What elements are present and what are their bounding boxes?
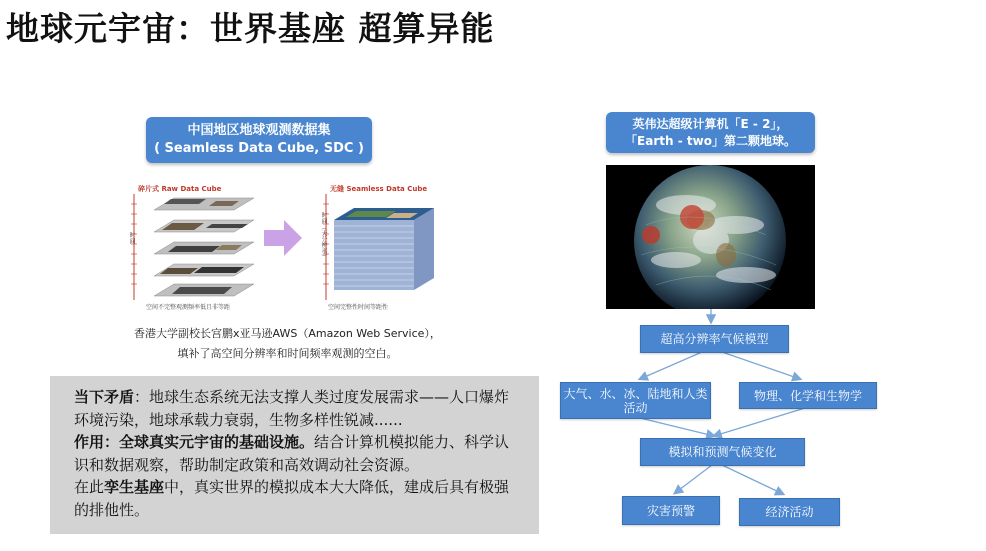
seamless-cube-title: 无缝 Seamless Data Cube — [330, 185, 428, 193]
earth-globe-icon — [606, 165, 815, 309]
supercomputer-title-line2: 「Earth - two」第二颗地球。 — [625, 133, 796, 148]
twin-base-prefix: 在此 — [74, 478, 105, 496]
data-cube-graphic — [124, 180, 442, 313]
role-label: 作用：全球真实元宇宙的基础设施。 — [74, 433, 315, 451]
explanation-box — [50, 376, 539, 534]
flow-physics: 物理、化学和生物学 — [739, 382, 877, 409]
supercomputer-title-pill — [606, 112, 815, 153]
seamless-cube-stack — [334, 208, 434, 290]
raw-cube-title: 碎片式 Raw Data Cube — [138, 185, 222, 193]
flow-climate-model: 超高分辨率气候模型 — [640, 325, 789, 353]
dataset-title-pill — [146, 117, 372, 163]
transform-arrow-icon — [264, 220, 302, 256]
supercomputer-title-line1: 英伟达超级计算机「E - 2」， — [632, 116, 789, 131]
source-caption — [120, 324, 455, 364]
seamless-cube-axis-label: 时间（天分辨率） — [320, 212, 327, 260]
flow-simulate: 模拟和预测气候变化 — [640, 438, 805, 466]
raw-cube-axis-label: 时间 — [128, 232, 135, 244]
source-caption-line1: 香港大学副校长宫鹏x亚马逊AWS（Amazon Web Service）， — [134, 327, 441, 340]
contradiction-text: ：地球生态系统无法支撑人类过度发展需求——人口爆炸环境污染，地球承载力衰弱，生物多样性锐减...... — [74, 388, 510, 429]
twin-base-label: 孪生基座 — [104, 478, 165, 496]
flow-atmosphere: 大气、水、冰、陆地和人类活动 — [560, 382, 711, 419]
seamless-cube-caption: 空间完整性时间等距性 — [328, 304, 389, 311]
raw-cube-layers — [154, 198, 254, 296]
flow-economy: 经济活动 — [739, 498, 840, 526]
contradiction-label: 当下矛盾 — [74, 388, 135, 406]
raw-cube-caption: 空间不完整观测频率低且非等距 — [146, 304, 231, 311]
page-title: 地球元宇宙：世界基座 超算异能 — [6, 9, 495, 48]
source-caption-line2: 填补了高空间分辨率和时间频率观测的空白。 — [177, 347, 398, 360]
dataset-title-line2: ( Seamless Data Cube, SDC ) — [154, 141, 364, 156]
flow-disaster: 灾害预警 — [622, 496, 720, 525]
role-text: 结合计算机模拟能力、科学认识和数据观察，帮助制定政策和高效调动社会资源。 — [74, 433, 510, 474]
twin-base-text: 中，真实世界的模拟成本大大降低，建成后具有极强的排他性。 — [74, 478, 510, 519]
dataset-title-line1: 中国地区地球观测数据集 — [187, 123, 331, 138]
earth-globe-image — [606, 165, 815, 309]
data-cube-illustration — [124, 180, 442, 313]
